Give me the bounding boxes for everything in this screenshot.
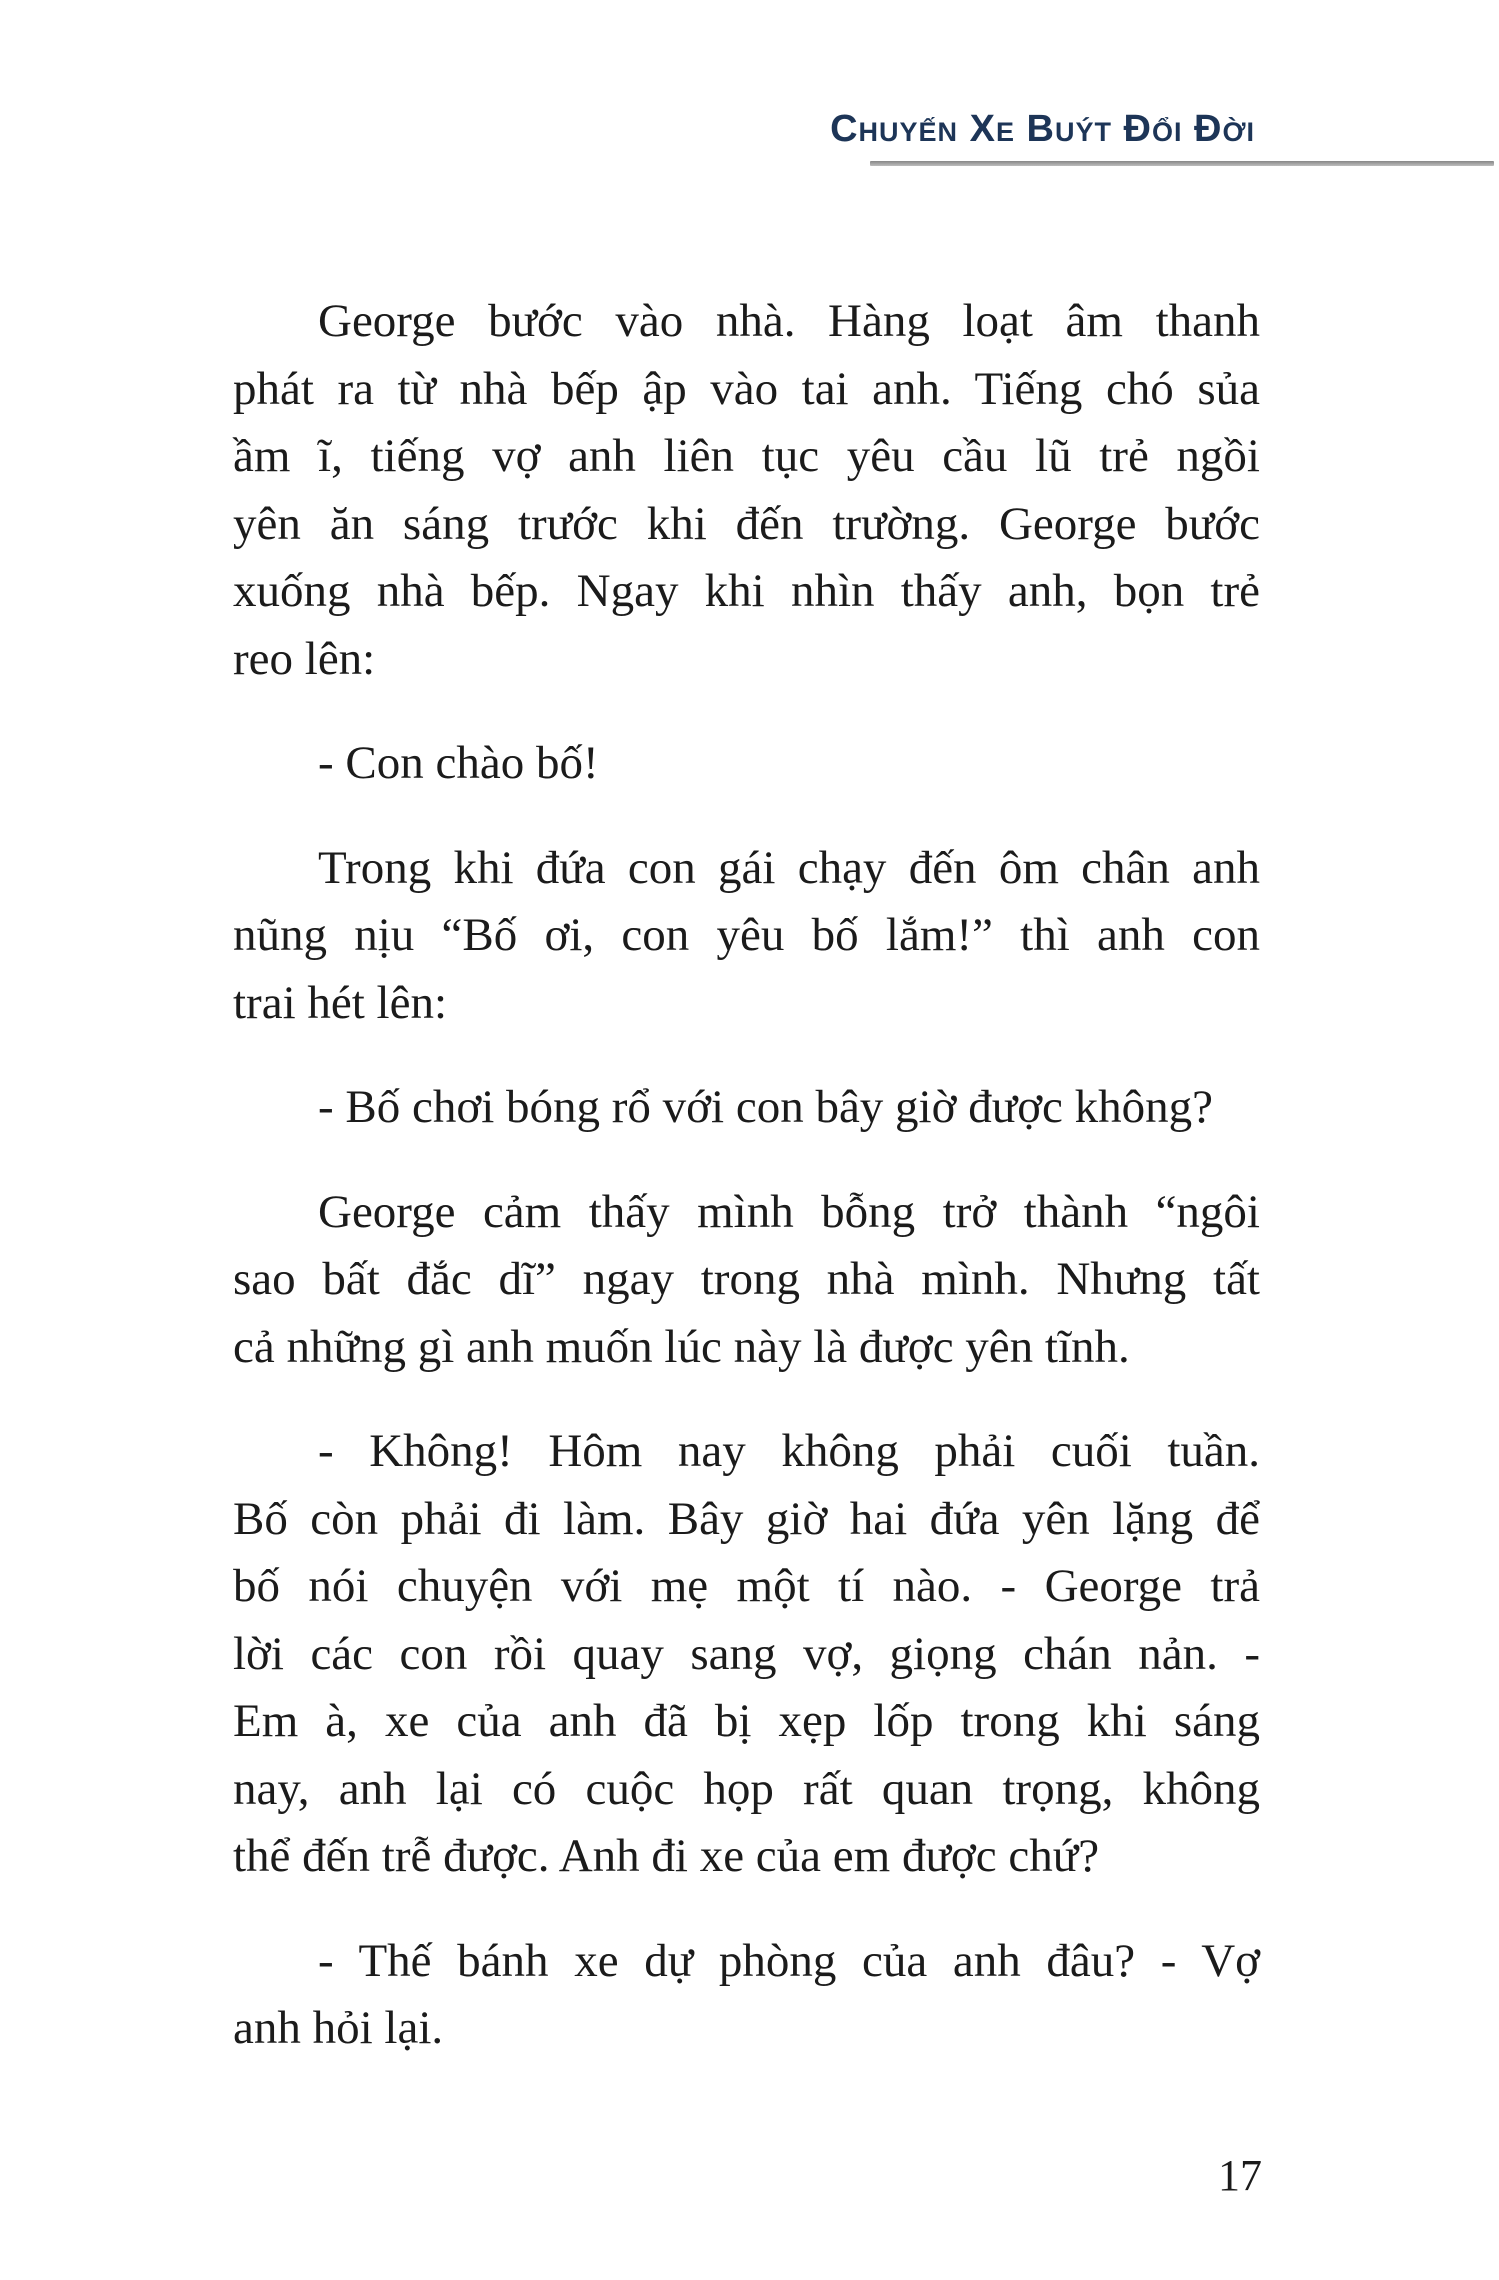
text-line: George bước vào nhà. Hàng loạt âm thanh [318, 295, 1260, 347]
text-line: - Bố chơi bóng rổ với con bây giờ được không? [318, 1081, 1214, 1133]
text-line: trai hét lên: [233, 976, 448, 1029]
text-line: sao bất đắc dĩ” ngay trong nhà mình. Nhưng tất [233, 1253, 1260, 1305]
text-line: - Thế bánh xe dự phòng của anh đâu? - Vợ [318, 1934, 1260, 1987]
paragraph [233, 288, 1260, 693]
paragraph [233, 1074, 1260, 1142]
text-line: - Con chào bố! [318, 737, 599, 789]
text-line: anh hỏi lại. [233, 2002, 444, 2054]
text-line: phát ra từ nhà bếp ập vào tai anh. Tiếng chó sủa [233, 362, 1260, 415]
paragraph [233, 1928, 1260, 2063]
text-line: yên ăn sáng trước khi đến trường. George bước [233, 497, 1260, 550]
text-line: - Không! Hôm nay không phải cuối tuần. [318, 1425, 1260, 1477]
paragraph [233, 835, 1260, 1038]
text-line: Trong khi đứa con gái chạy đến ôm chân anh [318, 841, 1260, 894]
text-line: lời các con rồi quay sang vợ, giọng chán nản. - [233, 1627, 1260, 1680]
text-block [233, 288, 1260, 2063]
text-line: nũng nịu “Bố ơi, con yêu bố lắm!” thì anh con [233, 909, 1260, 961]
text-line: bố nói chuyện với mẹ một tí nào. - George trả [233, 1560, 1260, 1612]
text-line: ầm ĩ, tiếng vợ anh liên tục yêu cầu lũ trẻ ngồi [233, 430, 1260, 482]
text-line: cả những gì anh muốn lúc này là được yên tĩnh. [233, 1320, 1130, 1373]
running-header-title: Chuyến Xe Buýt Đổi Đời [830, 108, 1255, 150]
text-line: xuống nhà bếp. Ngay khi nhìn thấy anh, bọn trẻ [233, 565, 1260, 617]
paragraph [233, 1179, 1260, 1382]
page-number: 17 [1218, 2151, 1262, 2200]
paragraph [233, 730, 1260, 798]
text-line: Em à, xe của anh đã bị xẹp lốp trong khi sáng [233, 1695, 1260, 1747]
text-line: George cảm thấy mình bỗng trở thành “ngôi [318, 1185, 1260, 1238]
text-line: Bố còn phải đi làm. Bây giờ hai đứa yên lặng để [233, 1492, 1260, 1545]
paragraph [233, 1418, 1260, 1891]
header-rule [870, 161, 1494, 166]
text-line: reo lên: [233, 632, 376, 685]
text-line: thể đến trễ được. Anh đi xe của em được chứ? [233, 1830, 1100, 1882]
text-line: nay, anh lại có cuộc họp rất quan trọng, không [233, 1762, 1260, 1815]
